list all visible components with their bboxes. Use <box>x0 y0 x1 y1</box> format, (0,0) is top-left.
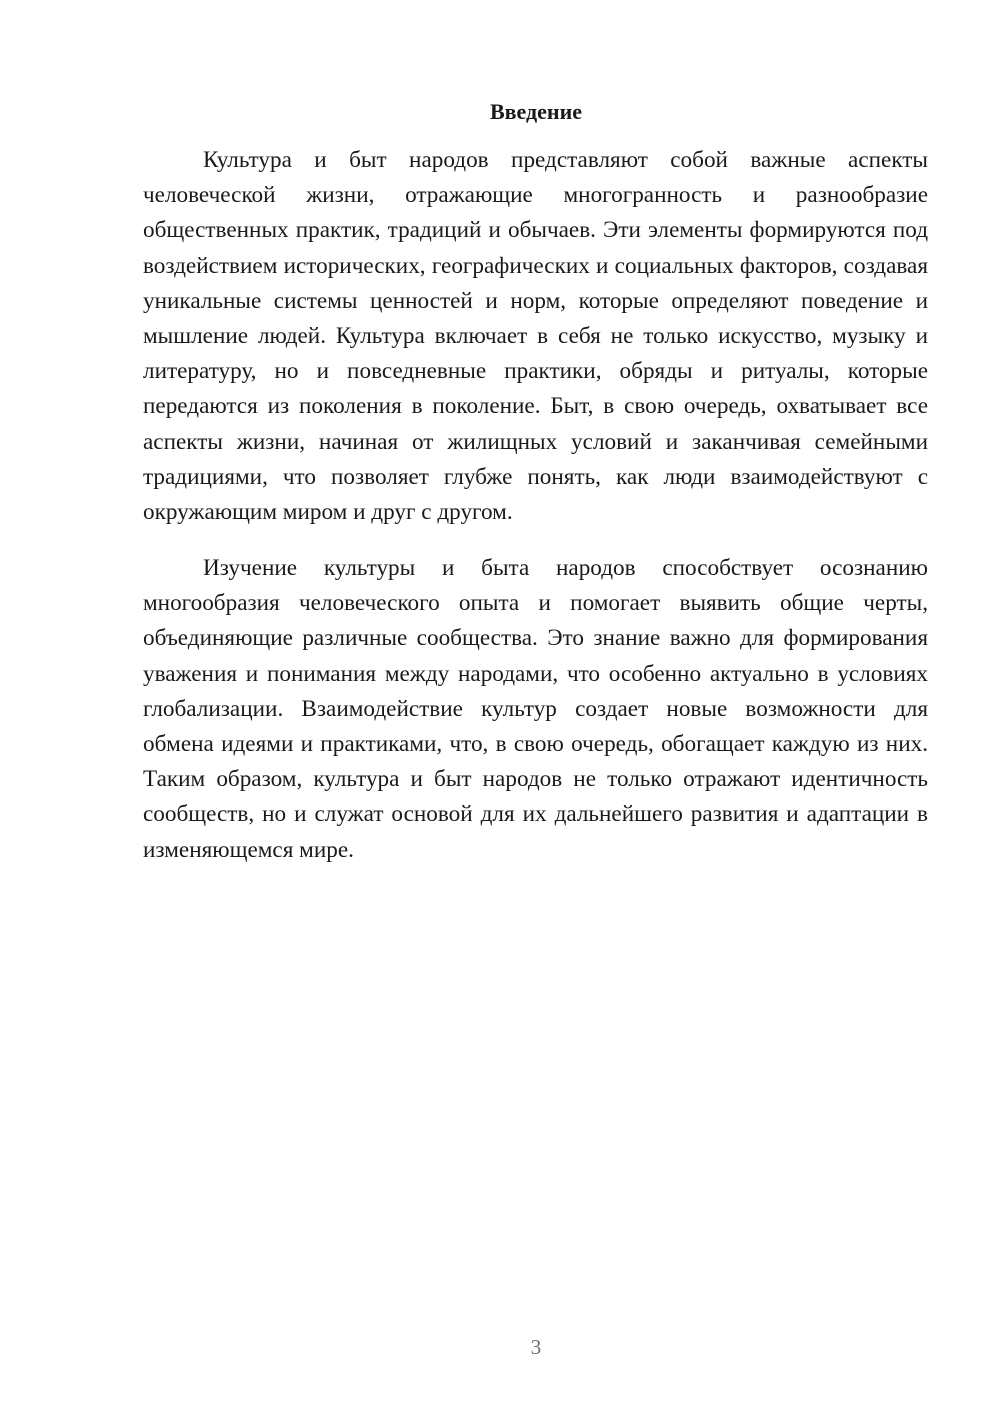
section-heading: Введение <box>489 99 583 124</box>
paragraph-intro <box>143 143 928 530</box>
paragraph-text: Культура и быт народов представляют собой важные аспекты человеческой жизни, отражающие многогранность и разнообразие общественных практик, традиций и обычаев. Эти элементы формируются под воздействием исторических, географических и социальных факторов, создавая уникальные системы ценностей и норм, которые определяют поведение и мышление людей. Культура включает в себя не только искусство, музыку и литературу, но и повседневные практики, обряды и ритуалы, которые передаются из поколения в поколение. Быт, в свою очередь, охватывает все аспекты жизни, начиная от жилищных условий и заканчивая семейными традициями, что позволяет глубже понять, как люди взаимодействуют с окружающим миром и друг с другом. <box>143 147 928 526</box>
paragraph-text: Изучение культуры и быта народов способствует осознанию многообразия человеческого опыта и помогает выявить общие черты, объединяющие различные сообщества. Это знание важно для формирования уважения и понимания между народами, что особенно актуально в условиях глобализации. Взаимодействие культур создает новые возможности для обмена идеями и практиками, что, в свою очередь, обогащает каждую из них. Таким образом, культура и быт народов не только отражают идентичность сообществ, но и служат основой для их дальнейшего развития и адаптации в изменяющемся мире. <box>143 555 928 863</box>
page-number: 3 <box>530 1335 542 1359</box>
paragraph-study <box>143 551 928 868</box>
